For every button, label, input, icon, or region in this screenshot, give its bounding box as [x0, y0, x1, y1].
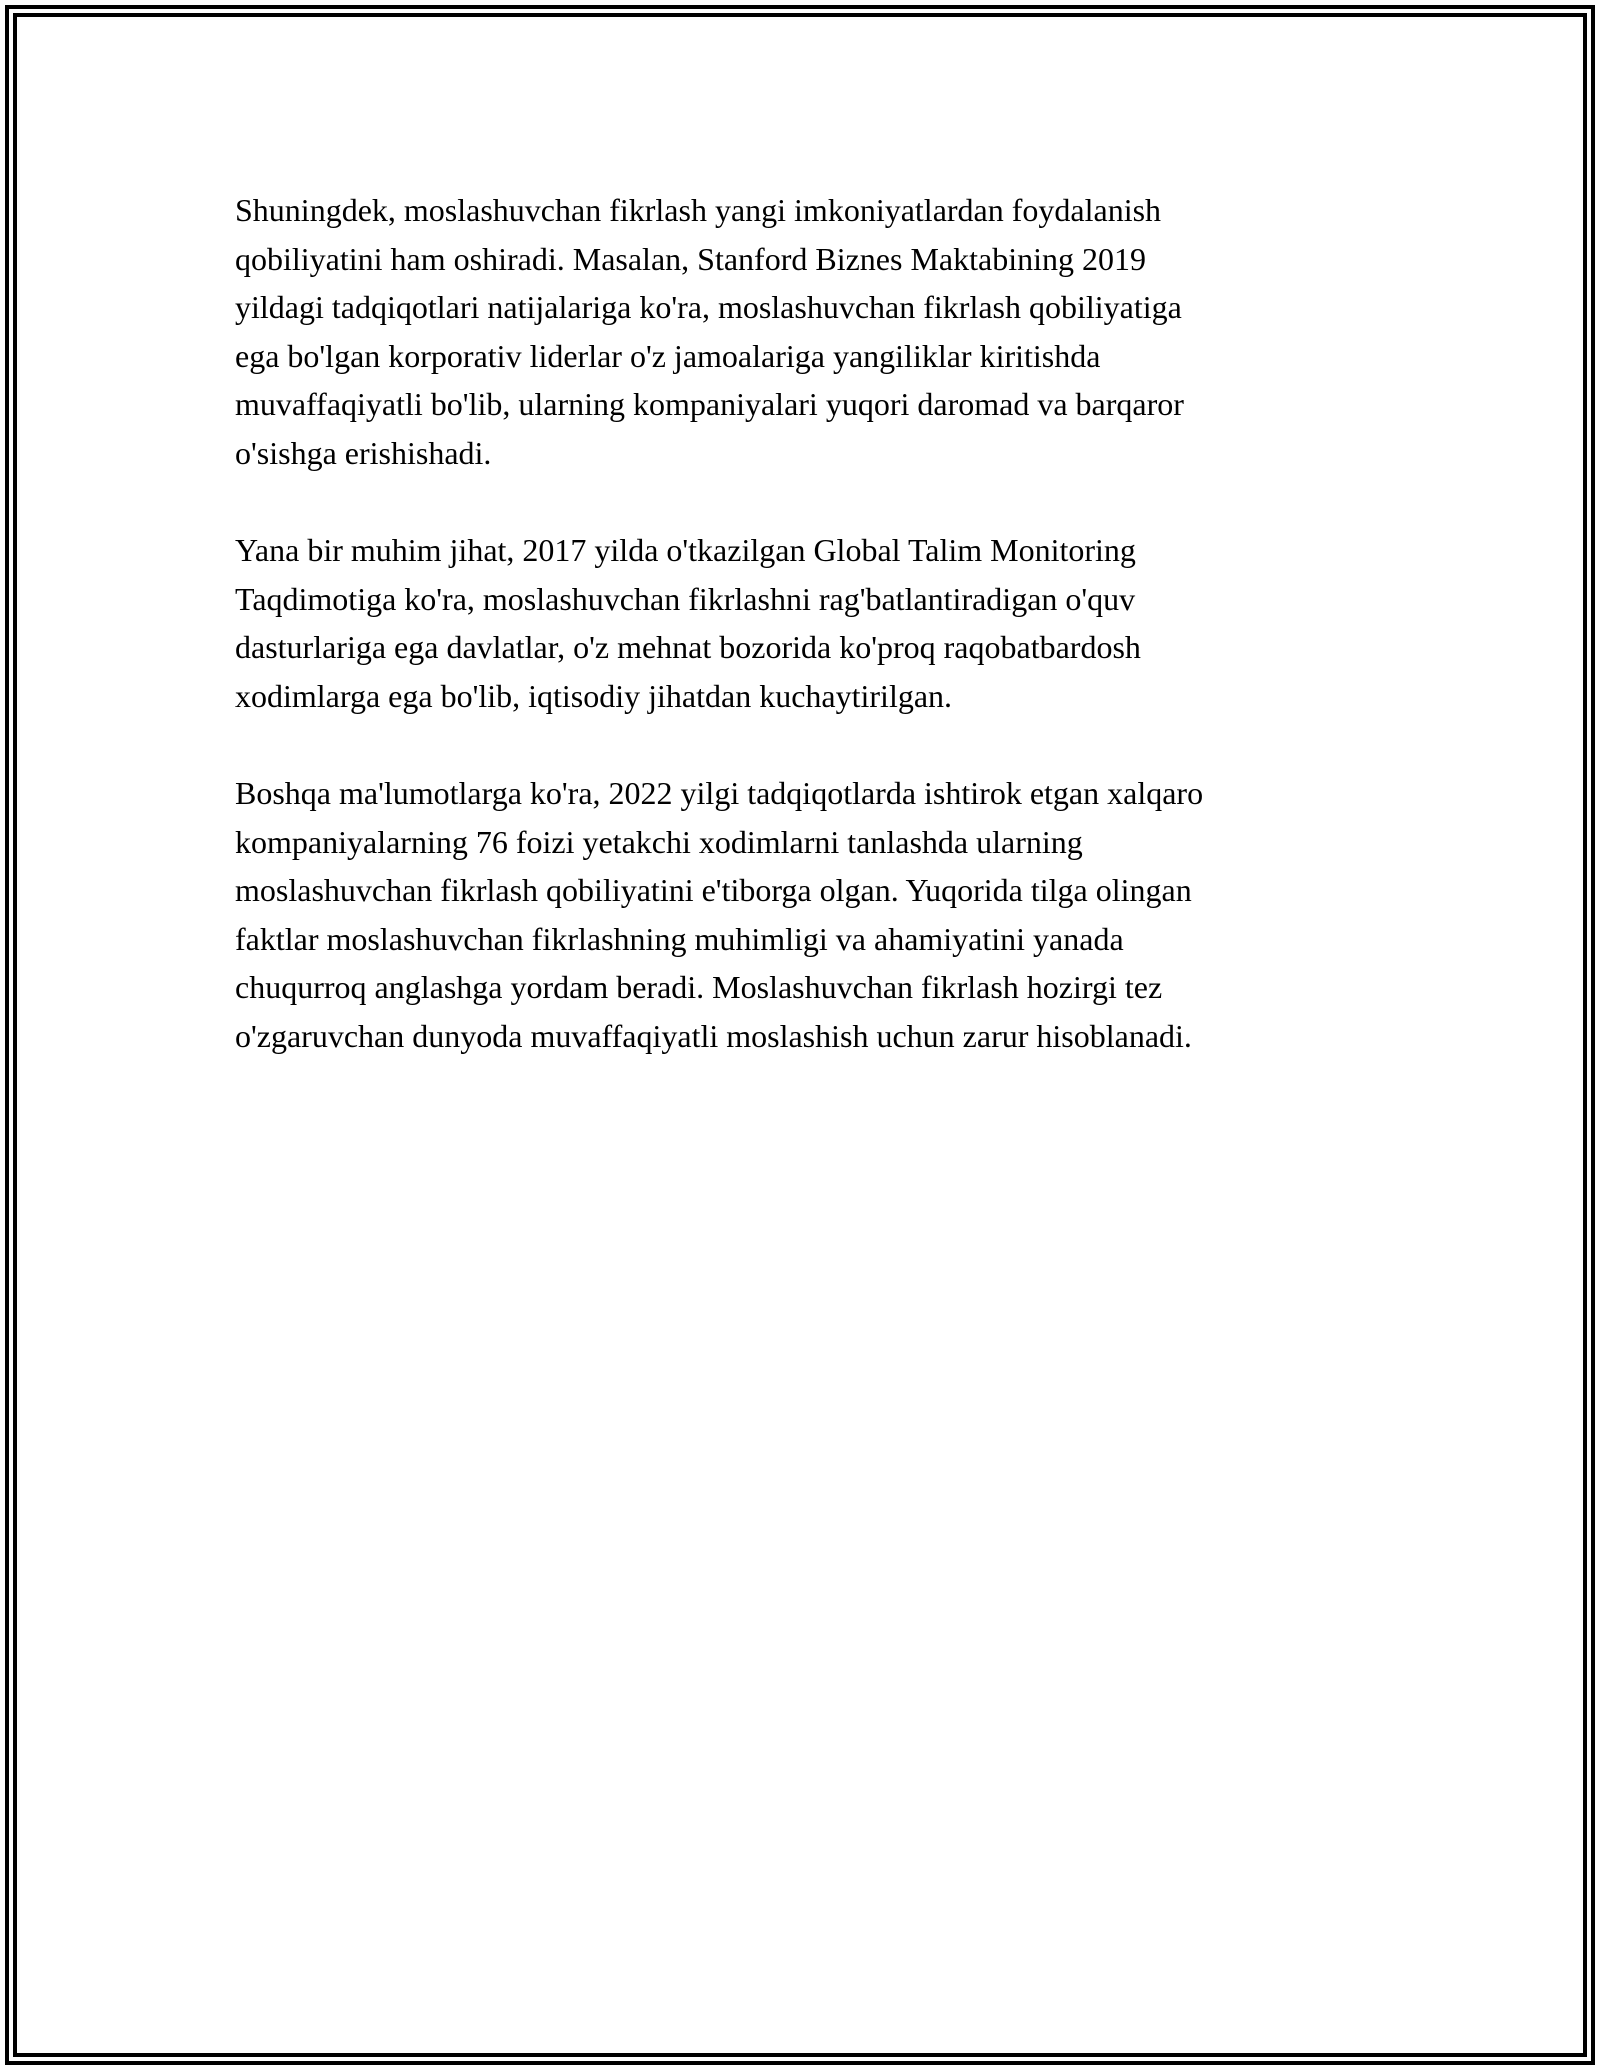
text-line: ega bo'lgan korporativ liderlar o'z jamoalariga yangiliklar kiritishda — [235, 337, 1101, 374]
text-line: qobiliyatini ham oshiradi. Masalan, Stanford Biznes Maktabining 2019 — [235, 240, 1146, 277]
text-line: muvaffaqiyatli bo'lib, ularning kompaniyalari yuqori daromad va barqaror — [235, 386, 1184, 422]
text-line: Yana bir muhim jihat, 2017 yilda o'tkazilgan Global Talim Monitoring — [235, 532, 1136, 568]
text-line: faktlar moslashuvchan fikrlashning muhimligi va ahamiyatini yanada — [235, 920, 1124, 957]
text-line: dasturlariga ega davlatlar, o'z mehnat bozorida ko'proq raqobatbardosh — [235, 629, 1141, 665]
text-line: o'zgaruvchan dunyoda muvaffaqiyatli moslashish uchun zarur hisoblanadi. — [235, 1017, 1192, 1054]
text-line: yildagi tadqiqotlari natijalariga ko'ra, moslashuvchan fikrlash qobiliyatiga — [235, 289, 1182, 325]
text-line: kompaniyalarning 76 foizi yetakchi xodimlarni tanlashda ularning — [235, 823, 1083, 860]
text-line: o'sishga erishishadi. — [235, 434, 492, 471]
text-line: xodimlarga ega bo'lib, iqtisodiy jihatdan kuchaytirilgan. — [235, 677, 953, 714]
text-line: chuqurroq anglashga yordam beradi. Moslashuvchan fikrlash hozirgi tez — [235, 969, 1163, 1005]
document-body — [235, 186, 1365, 1109]
paragraph-1 — [235, 186, 1365, 477]
text-line: Boshqa ma'lumotlarga ko'ra, 2022 yilgi tadqiqotlarda ishtirok etgan xalqaro — [235, 775, 1204, 811]
paragraph-3 — [235, 769, 1365, 1060]
text-line: Shuningdek, moslashuvchan fikrlash yangi imkoniyatlardan foydalanish — [235, 192, 1162, 228]
text-line: moslashuvchan fikrlash qobiliyatini e'tiborga olgan. Yuqorida tilga olingan — [235, 872, 1192, 908]
text-line: Taqdimotiga ko'ra, moslashuvchan fikrlashni rag'batlantiradigan o'quv — [235, 580, 1136, 617]
paragraph-2 — [235, 526, 1365, 720]
